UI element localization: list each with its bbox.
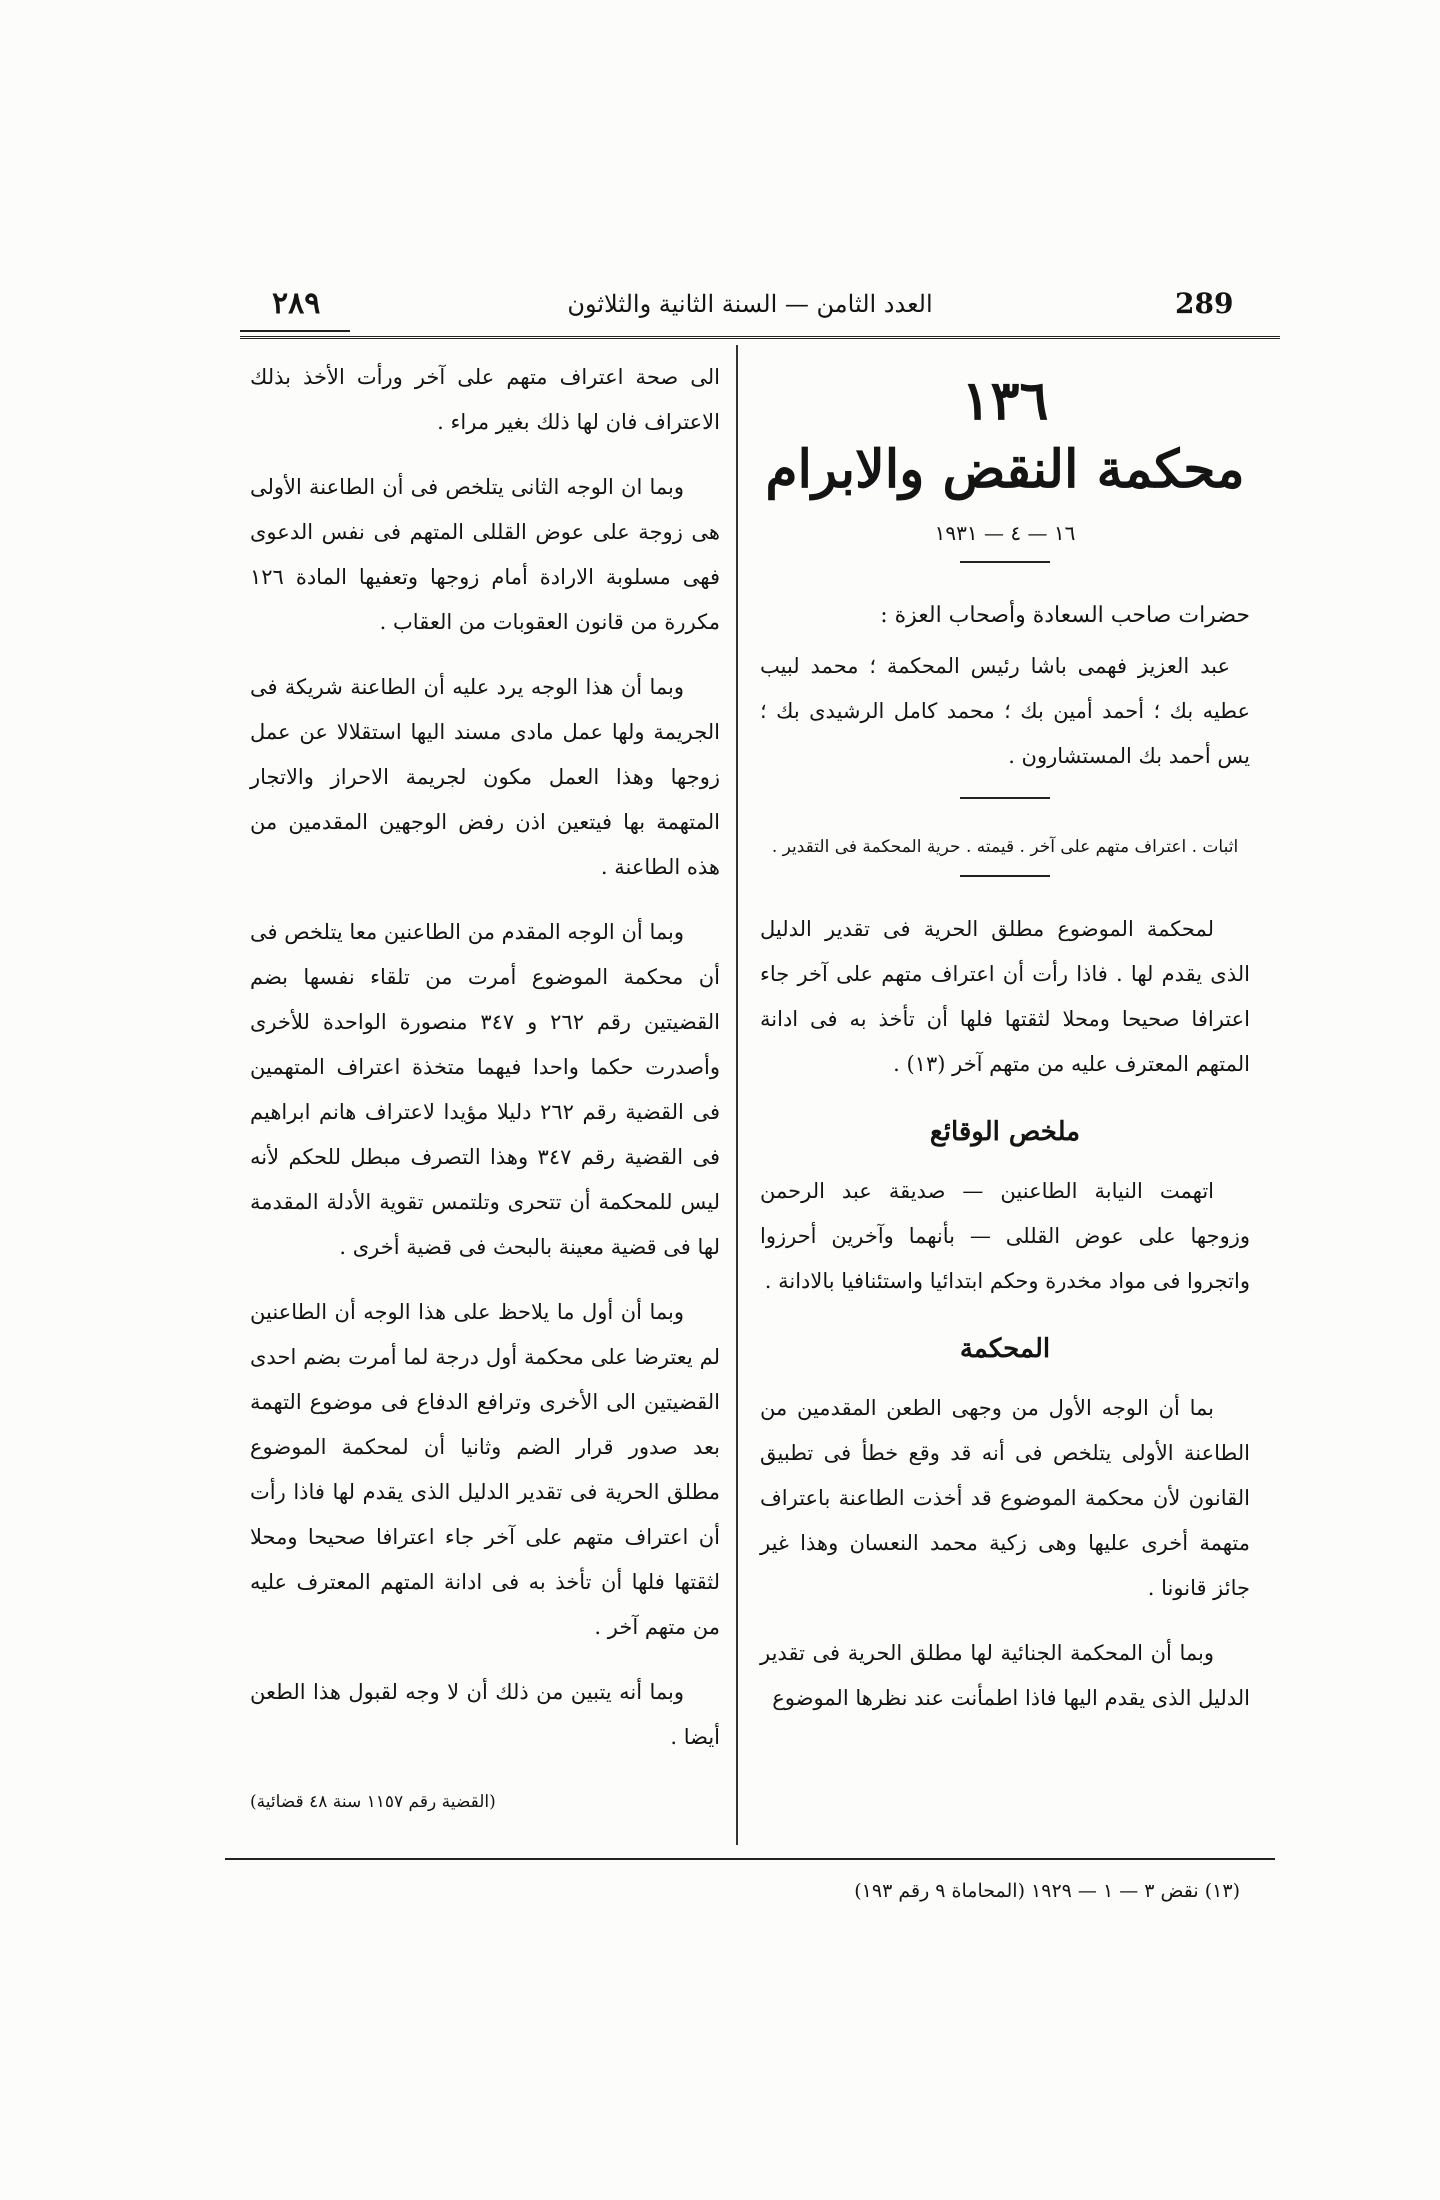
page-number-arabic: ٢٨٩ xyxy=(272,286,321,321)
left-column xyxy=(250,355,720,1825)
body-paragraph: وبما ان الوجه الثانى يتلخص فى أن الطاعنة الأولى هى زوجة على عوض القللى المتهم فى نفس الدعوى فهى مسلوبة الارادة أمام زوجها وتعفيها المادة ١٢٦ مكررة من قانون العقوبات من العقاب . xyxy=(250,475,720,634)
section-divider xyxy=(960,875,1050,877)
body-paragraph: وبما أنه يتبين من ذلك أن لا وجه لقبول هذا الطعن أيضا . xyxy=(250,1680,720,1749)
judges-names: عبد العزيز فهمى باشا رئيس المحكمة ؛ محمد لبيب عطيه بك ؛ أحمد أمين بك ؛ محمد كامل الرشيدى بك ؛ يس أحمد بك المستشارون . xyxy=(760,654,1250,768)
header-underline-short xyxy=(240,330,350,332)
court-title: محكمة النقض والابرام xyxy=(765,439,1245,500)
court-paragraph: وبما أن المحكمة الجنائية لها مطلق الحرية فى تقدير الدليل الذى يقدم اليها فاذا اطمأنت عند نظرها الموضوع xyxy=(760,1641,1250,1710)
legal-principle: لمحكمة الموضوع مطلق الحرية فى تقدير الدليل الذى يقدم لها . فاذا رأت أن اعتراف متهم على آخر جاء اعترافا صحيحا ومحلا لثقتها فلها أن تأخذ به فى ادانة المتهم المعترف عليه من متهم آخر (١٣) . xyxy=(760,917,1250,1076)
footnote-rule xyxy=(225,1858,1275,1860)
running-header-title: العدد الثامن — السنة الثانية والثلاثون xyxy=(567,290,933,318)
header-rule xyxy=(240,336,1280,339)
case-reference: (القضية رقم ١١٥٧ سنة ٤٨ قضائية) xyxy=(250,1792,496,1812)
body-paragraph: الى صحة اعتراف متهم على آخر ورأت الأخذ بذلك الاعتراف فان لها ذلك بغير مراء . xyxy=(250,365,720,434)
judges-heading: حضرات صاحب السعادة وأصحاب العزة : xyxy=(880,603,1250,628)
footnote: (١٣) نقض ٣ — ١ — ١٩٢٩ (المحاماة ٩ رقم ١٩٣) xyxy=(854,1880,1240,1902)
facts-heading: ملخص الوقائع xyxy=(929,1117,1081,1147)
court-paragraph: بما أن الوجه الأول من وجهى الطعن المقدمين من الطاعنة الأولى يتلخص فى أنه قد وقع خطأ فى تطبيق القانون لأن محكمة الموضوع قد أخذت الطاعنة باعتراف متهمة أخرى عليها وهى زكية محمد النعسان وهذا غير جائز قانونا . xyxy=(760,1396,1250,1600)
section-divider xyxy=(960,797,1050,799)
facts-paragraph: اتهمت النيابة الطاعنين — صديقة عبد الرحمن وزوجها على عوض القللى — بأنهما وآخرين أحرزوا واتجروا فى مواد مخدرة وحكم ابتدائيا واستئنافيا بالادانة . xyxy=(760,1179,1250,1293)
case-number: ١٣٦ xyxy=(961,368,1049,432)
body-paragraph: وبما أن أول ما يلاحظ على هذا الوجه أن الطاعنين لم يعترضا على محكمة أول درجة لما أمرت بضم احدى القضيتين الى الأخرى وترافع الدفاع فى موضوع التهمة بعد صدور قرار الضم وثانيا أن لمحكمة الموضوع مطلق الحرية فى تقدير الدليل الذى يقدم لها فاذا رأت أن اعتراف متهم على آخر جاء اعترافا صحيحا ومحلا لثقتها فلها أن تأخذ به فى ادانة المتهم المعترف عليه من متهم آخر . xyxy=(250,1300,720,1639)
body-paragraph: وبما أن الوجه المقدم من الطاعنين معا يتلخص فى أن محكمة الموضوع أمرت من تلقاء نفسها بضم القضيتين رقم ٢٦٢ و ٣٤٧ منصورة الواحدة للأخرى وأصدرت حكما واحدا فيهما متخذة اعتراف المتهمين فى القضية رقم ٢٦٢ دليلا مؤيدا لاعتراف هانم ابراهيم فى القضية رقم ٣٤٧ وهذا التصرف مبطل للحكم لأنه ليس للمحكمة أن تتحرى وتلتمس تقوية الأدلة المقدمة لها فى قضية معينة بالبحث فى قضية أخرى . xyxy=(250,920,721,1259)
column-divider xyxy=(736,345,738,1845)
section-divider xyxy=(960,561,1050,563)
body-paragraph: وبما أن هذا الوجه يرد عليه أن الطاعنة شريكة فى الجريمة ولها عمل مادى مسند اليها استقلالا عن عمل زوجها وهذا العمل مكون لجريمة الاحراز والاتجار المتهمة بها فيتعين اذن رفض الوجهين المقدمين من هذه الطاعنة . xyxy=(250,675,720,879)
court-heading: المحكمة xyxy=(959,1334,1051,1364)
page-number-latin: 289 xyxy=(1175,287,1234,320)
keywords-line: اثبات . اعتراف متهم على آخر . قيمته . حرية المحكمة فى التقدير . xyxy=(771,837,1239,857)
judgment-date: ١٦ — ٤ — ١٩٣١ xyxy=(934,521,1076,545)
right-column xyxy=(760,355,1250,1741)
